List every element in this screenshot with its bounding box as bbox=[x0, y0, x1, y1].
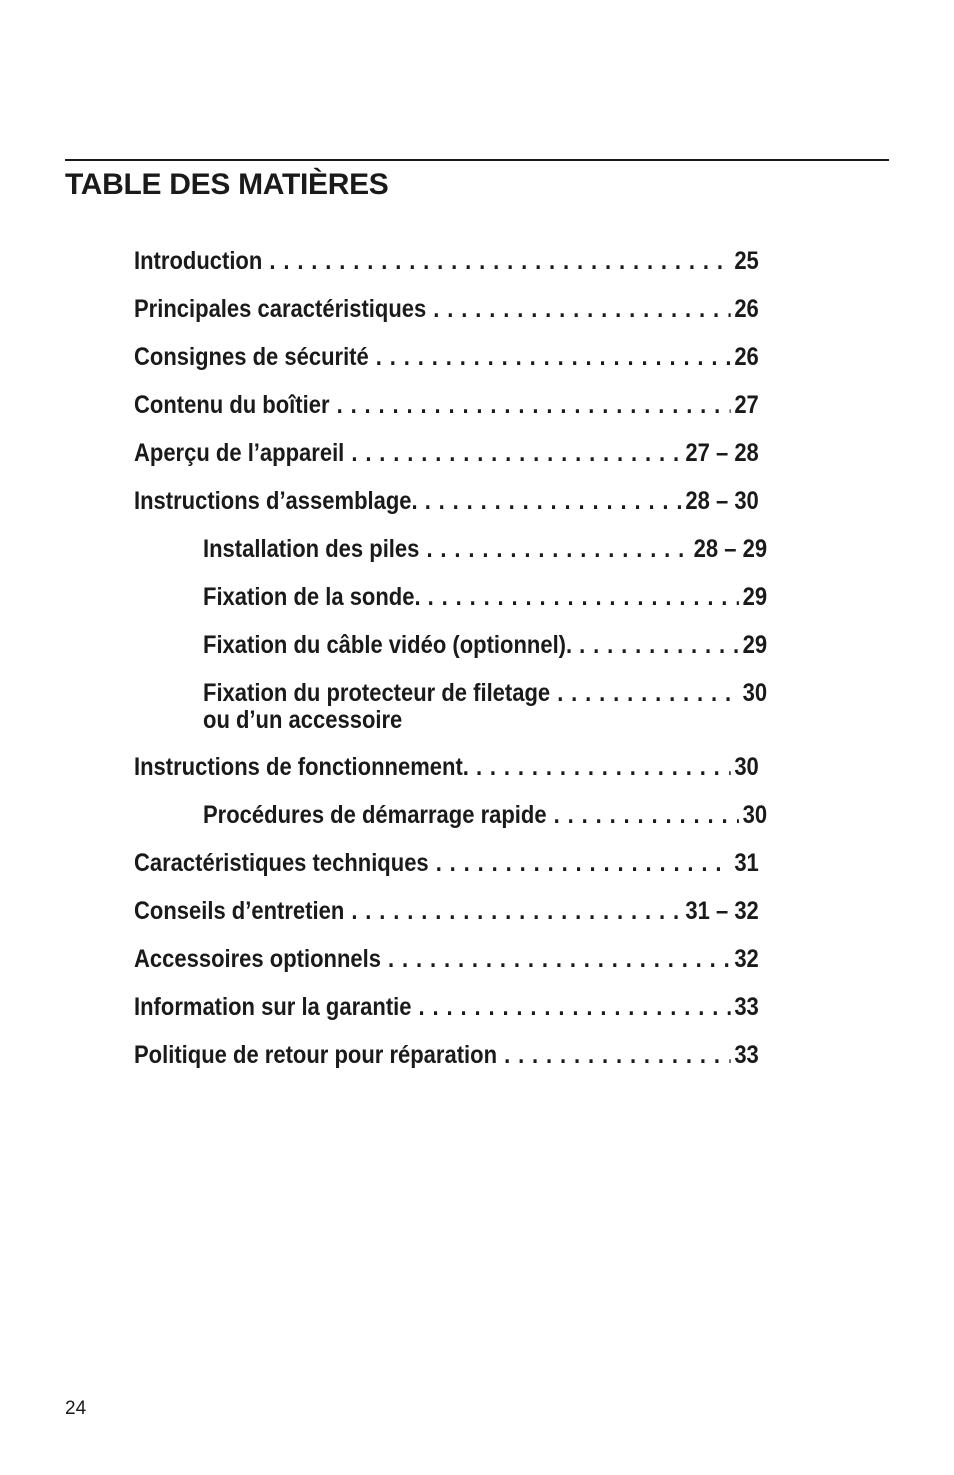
page-title: TABLE DES MATIÈRES bbox=[65, 168, 389, 201]
toc-entry-page: 33 bbox=[734, 993, 759, 1021]
toc-entry-instructions-assemblage[interactable] bbox=[134, 486, 759, 516]
toc-entry-fixation-sonde[interactable] bbox=[203, 582, 767, 612]
dot-leader bbox=[436, 848, 731, 878]
top-rule bbox=[65, 159, 889, 161]
toc-entry-title: Installation des piles bbox=[203, 535, 420, 563]
toc-entry-page: 33 bbox=[734, 1041, 759, 1069]
toc-entry-accessoires-optionnels[interactable] bbox=[134, 944, 759, 974]
toc-entry-title: Introduction bbox=[134, 247, 263, 275]
dot-leader bbox=[376, 342, 731, 372]
dot-leader bbox=[557, 678, 739, 708]
table-of-contents bbox=[134, 246, 768, 1088]
toc-entry-title: Accessoires optionnels bbox=[134, 945, 381, 973]
dot-leader bbox=[428, 582, 739, 612]
toc-entry-page: 26 bbox=[734, 343, 759, 371]
toc-entry-title: Politique de retour pour réparation bbox=[134, 1041, 498, 1069]
toc-entry-politique-retour[interactable] bbox=[134, 1040, 759, 1070]
toc-entry-caracteristiques-techniques[interactable] bbox=[134, 848, 759, 878]
toc-entry-fixation-protecteur-filetage[interactable] bbox=[203, 678, 767, 734]
toc-entry-page: 28 – 30 bbox=[685, 487, 759, 515]
dot-leader bbox=[476, 752, 731, 782]
toc-entry-title: Information sur la garantie bbox=[134, 993, 412, 1021]
toc-entry-page: 27 bbox=[734, 391, 759, 419]
toc-entry-title: Procédures de démarrage rapide bbox=[203, 801, 547, 829]
dot-leader bbox=[426, 534, 690, 564]
toc-entry-title: Fixation du câble vidéo (optionnel). bbox=[203, 631, 573, 659]
toc-entry-page: 29 bbox=[742, 631, 768, 659]
toc-entry-page: 25 bbox=[734, 247, 759, 275]
toc-entry-title: Fixation de la sonde. bbox=[203, 583, 421, 611]
toc-entry-conseils-entretien[interactable] bbox=[134, 896, 759, 926]
toc-entry-consignes-securite[interactable] bbox=[134, 342, 759, 372]
dot-leader bbox=[554, 800, 739, 830]
toc-entry-information-garantie[interactable] bbox=[134, 992, 759, 1022]
dot-leader bbox=[351, 438, 682, 468]
toc-entry-fixation-cable-video[interactable] bbox=[203, 630, 767, 660]
dot-leader bbox=[579, 630, 739, 660]
toc-entry-demarrage-rapide[interactable] bbox=[203, 800, 767, 830]
toc-entry-page: 31 bbox=[734, 849, 759, 877]
toc-entry-page: 30 bbox=[734, 753, 759, 781]
toc-entry-title: Fixation du protecteur de filetage bbox=[203, 679, 551, 707]
toc-entry-page: 28 – 29 bbox=[693, 535, 768, 563]
toc-entry-contenu-boitier[interactable] bbox=[134, 390, 759, 420]
toc-entry-installation-piles[interactable] bbox=[203, 534, 767, 564]
dot-leader bbox=[388, 944, 731, 974]
toc-entry-title: Aperçu de l’appareil bbox=[134, 439, 345, 467]
page-number: 24 bbox=[65, 1398, 87, 1419]
toc-entry-title: Caractéristiques techniques bbox=[134, 849, 429, 877]
toc-entry-title: Contenu du boîtier bbox=[134, 391, 330, 419]
toc-entry-page: 26 bbox=[734, 295, 759, 323]
dot-leader bbox=[504, 1040, 731, 1070]
toc-entry-title: Consignes de sécurité bbox=[134, 343, 369, 371]
toc-entry-apercu-appareil[interactable] bbox=[134, 438, 759, 468]
dot-leader bbox=[351, 896, 682, 926]
dot-leader bbox=[419, 992, 731, 1022]
toc-entry-page: 31 – 32 bbox=[685, 897, 759, 925]
toc-entry-principales-caracteristiques[interactable] bbox=[134, 294, 759, 324]
toc-entry-title: Conseils d’entretien bbox=[134, 897, 345, 925]
toc-entry-instructions-fonctionnement[interactable] bbox=[134, 752, 759, 782]
toc-entry-page: 30 bbox=[742, 801, 768, 829]
toc-entry-page: 27 – 28 bbox=[685, 439, 759, 467]
toc-entry-title: Instructions de fonctionnement. bbox=[134, 753, 469, 781]
toc-entry-introduction[interactable] bbox=[134, 246, 759, 276]
toc-entry-title: Instructions d’assemblage. bbox=[134, 487, 418, 515]
dot-leader bbox=[269, 246, 730, 276]
toc-entry-page: 29 bbox=[742, 583, 768, 611]
dot-leader bbox=[337, 390, 731, 420]
toc-entry-page: 30 bbox=[742, 679, 768, 707]
toc-entry-title-continued: ou d’un accessoire bbox=[203, 706, 403, 734]
dot-leader bbox=[425, 486, 682, 516]
toc-entry-page: 32 bbox=[734, 945, 759, 973]
dot-leader bbox=[433, 294, 730, 324]
toc-entry-title: Principales caractéristiques bbox=[134, 295, 427, 323]
